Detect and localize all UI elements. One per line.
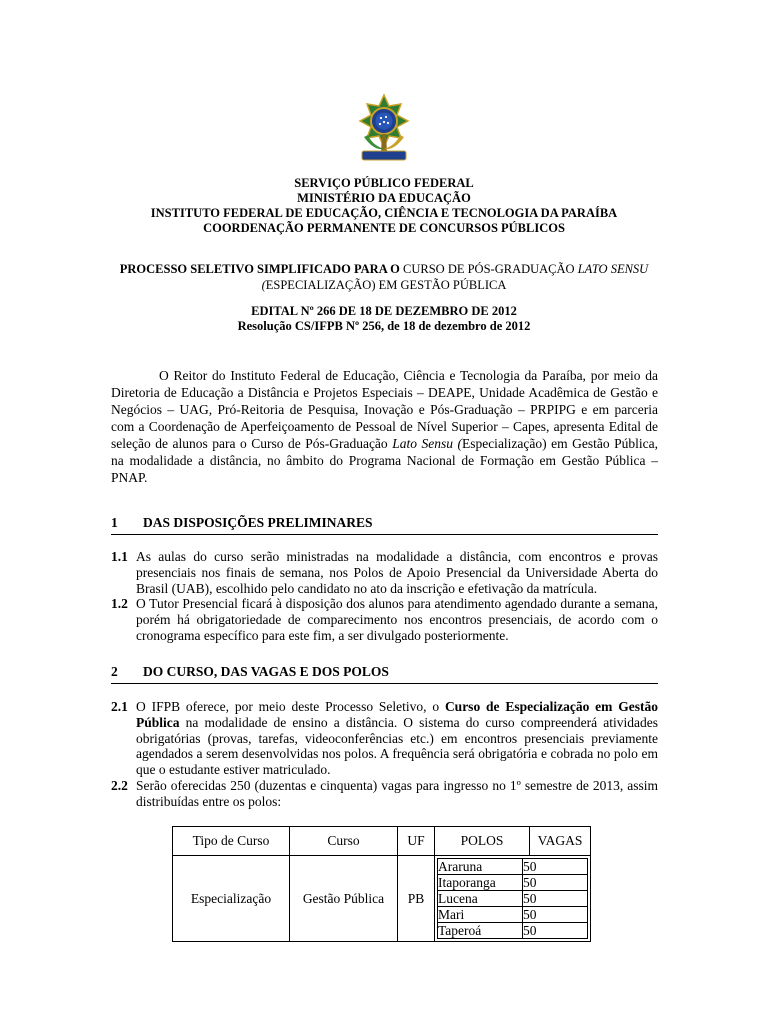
col-header-vagas: VAGAS bbox=[530, 827, 591, 856]
process-title-line-2: ESPECIALIZAÇÃO) EM GESTÃO PÚBLICA bbox=[265, 278, 507, 292]
section-2-heading bbox=[111, 664, 658, 684]
cell-vagas: 50 bbox=[523, 859, 588, 875]
item-text: Serão oferecidas 250 (duzentas e cinquenta) vagas para ingresso no 1º semestre de 2013, assim distribuídas entre os polos: bbox=[136, 777, 658, 809]
item-text: O Tutor Presencial ficará à disposição dos alunos para atendimento agendado durante a semana, porém há obrigatoriedade de comparecimento nos encontros presenciais, de acordo com o cronograma específico para este fim, a ser divulgado posteriormente. bbox=[136, 596, 658, 643]
table-header-row bbox=[173, 827, 591, 856]
process-title-italic: LATO SENSU bbox=[577, 262, 649, 276]
section-2-items bbox=[111, 699, 658, 810]
header-line-4: COORDENAÇÃO PERMANENTE DE CONCURSOS PÚBLICOS bbox=[203, 221, 565, 235]
table-row bbox=[438, 907, 588, 923]
cell-vagas: 50 bbox=[523, 923, 588, 939]
institution-header bbox=[100, 176, 668, 236]
cell-vagas: 50 bbox=[523, 875, 588, 891]
intro-text-2: Especialização) em Gestão Pública, na modalidade a distância, no âmbito do Programa Nacional de Formação em Gestão Pública – PNAP. bbox=[111, 436, 659, 485]
section-1-heading bbox=[111, 515, 658, 535]
list-item bbox=[111, 699, 658, 778]
process-title-normal: CURSO DE PÓS-GRADUAÇÃO bbox=[399, 262, 578, 276]
edital-heading bbox=[100, 304, 668, 334]
section-2-title: DO CURSO, DAS VAGAS E DOS POLOS bbox=[143, 664, 389, 679]
section-1-items bbox=[111, 549, 658, 644]
item-text-pre: O IFPB oferece, por meio deste Processo Seletivo, o bbox=[136, 699, 445, 714]
edital-resolution: Resolução CS/IFPB Nº 256, de 18 de dezembro de 2012 bbox=[237, 319, 531, 333]
intro-paragraph bbox=[111, 367, 658, 486]
intro-text-1: O Reitor do Instituto Federal de Educação, Ciência e Tecnologia da Paraíba, por meio da Diretoria de Educação a Distância e Projetos Especiais – DEAPE, Unidade Acadêmica de Gestão e Negócios – UAG, Pró-Reitoria de Pesquisa, Inovação e Pós-Graduação – PRPIPG e em parceria com a Coordenação de Aperfeiçoamento de Pessoal de Nível Superior – Capes, apresenta Edital de seleção de alunos para o Curso de Pós-Graduação bbox=[111, 368, 658, 451]
item-number: 2.2 bbox=[111, 777, 128, 793]
process-title bbox=[100, 261, 668, 293]
item-text-bold: Curso de Especialização em Gestão Pública bbox=[136, 699, 658, 730]
item-text-post: na modalidade de ensino a distância. O sistema do curso compreenderá atividades obrigatórias (provas, tarefas, videoconferências etc.) em encontros presenciais previamente agendados a serem desenvolvidas nos polos. A frequência será obrigatória e cobrada no polo em que o estudante estiver matriculado. bbox=[136, 714, 658, 778]
cell-polo: Araruna bbox=[438, 859, 523, 875]
cell-vagas: 50 bbox=[523, 891, 588, 907]
item-number: 1.2 bbox=[111, 596, 128, 612]
coat-of-arms-icon bbox=[352, 93, 416, 165]
col-header-polos: POLOS bbox=[435, 827, 530, 856]
list-item bbox=[111, 549, 658, 596]
table-row bbox=[438, 875, 588, 891]
header-line-3: INSTITUTO FEDERAL DE EDUCAÇÃO, CIÊNCIA E TECNOLOGIA DA PARAÍBA bbox=[150, 206, 618, 220]
col-header-curso: Curso bbox=[290, 827, 398, 856]
item-text: As aulas do curso serão ministradas na modalidade a distância, com encontros e provas presenciais nos finais de semana, nos Polos de Apoio Presencial da Universidade Aberta do Brasil (UAB), escolhido pelo candidato no ato da inscrição e efetivação da matrícula. bbox=[136, 549, 658, 596]
process-title-paren: ( bbox=[261, 278, 266, 292]
cell-curso: Gestão Pública bbox=[290, 856, 398, 942]
polos-table bbox=[437, 858, 588, 939]
intro-paren: ( bbox=[452, 436, 462, 451]
section-2-number: 2 bbox=[111, 664, 118, 679]
process-title-bold: PROCESSO SELETIVO SIMPLIFICADO PARA O bbox=[119, 262, 400, 276]
col-header-uf: UF bbox=[398, 827, 435, 856]
cell-polo: Itaporanga bbox=[438, 875, 523, 891]
vagas-table bbox=[172, 826, 591, 942]
header-line-2: MINISTÉRIO DA EDUCAÇÃO bbox=[297, 191, 471, 205]
cell-tipo: Especialização bbox=[173, 856, 290, 942]
section-1-number: 1 bbox=[111, 515, 118, 530]
table-row bbox=[438, 891, 588, 907]
intro-italic: Lato Sensu bbox=[392, 436, 453, 451]
cell-uf: PB bbox=[398, 856, 435, 942]
edital-number: EDITAL Nº 266 DE 18 DE DEZEMBRO DE 2012 bbox=[251, 304, 517, 318]
table-row bbox=[438, 859, 588, 875]
header-line-1: SERVIÇO PÚBLICO FEDERAL bbox=[294, 176, 474, 190]
list-item bbox=[111, 596, 658, 643]
cell-polo: Taperoá bbox=[438, 923, 523, 939]
cell-vagas: 50 bbox=[523, 907, 588, 923]
section-1-title: DAS DISPOSIÇÕES PRELIMINARES bbox=[143, 515, 373, 530]
polos-vagas-cell bbox=[435, 856, 591, 942]
col-header-tipo: Tipo de Curso bbox=[173, 827, 290, 856]
cell-polo: Mari bbox=[438, 907, 523, 923]
list-item bbox=[111, 778, 658, 810]
table-row bbox=[173, 856, 591, 942]
cell-polo: Lucena bbox=[438, 891, 523, 907]
item-number: 2.1 bbox=[111, 699, 128, 714]
table-row bbox=[438, 923, 588, 939]
item-number: 1.1 bbox=[111, 549, 128, 564]
